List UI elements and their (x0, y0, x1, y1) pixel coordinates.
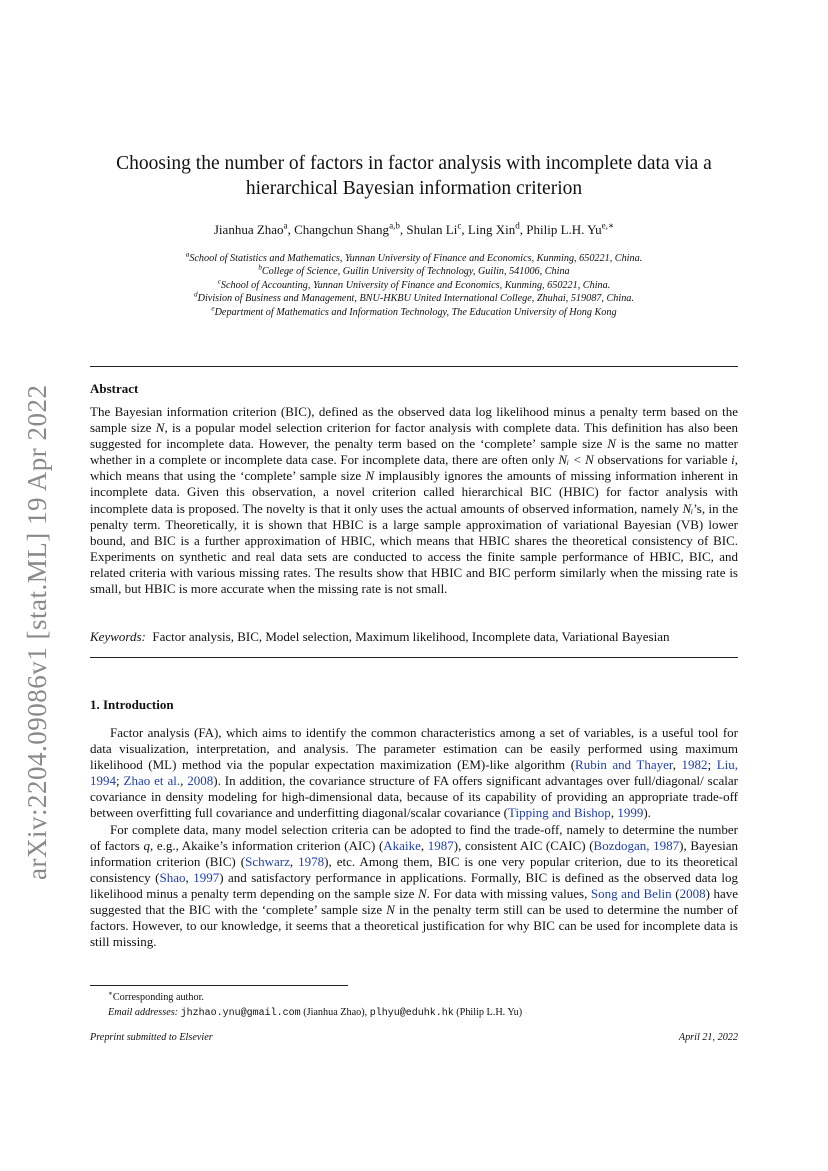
citation-link[interactable]: 1987 (427, 837, 454, 853)
abstract-text: , which means that using the ‘complete’ sample size (90, 452, 739, 484)
abstract-text: The Bayesian information criterion (BIC), defined as the observed data log likelihood minus a penalty term based on the sample size (90, 404, 738, 436)
author-sup: d (515, 220, 520, 231)
introduction-body (90, 725, 738, 950)
abstract-text: , is a popular model selection criterion for factor analysis with complete data. This definition has also been suggested for incomplete data. However, the penalty term based on the ‘complete’ sample size (90, 420, 738, 452)
citation-link[interactable]: Liu, (716, 757, 738, 773)
footnote-marker: ∗ (108, 989, 113, 998)
affiliation-sup: b (258, 264, 262, 273)
paragraph-text: in the penalty term still can be used to determine the number of factors. However, to our knowledge, it seems that a theoretical justification for why BIC can be used for incomplete data is still missing. (90, 902, 739, 950)
affiliation (90, 252, 738, 265)
footnote-emails (108, 1005, 522, 1021)
math-var: i (731, 452, 735, 468)
author-list: Jianhua Zhao$^a$, Changchun Shang$^{a,b}$, Shulan Li$^c$, Ling Xin$^d$, Philip L.H. $Yu^{e,∗}$ (213, 220, 615, 237)
paragraph-text: ) and satisfactory performance in applications. Formally, BIC is defined as the observed data log likelihood minus a penalty term depending on the sample size (90, 869, 739, 901)
abstract-top-rule (90, 366, 738, 367)
affiliations (90, 252, 738, 319)
paragraph-text: ), consistent AIC (CAIC) ( (453, 837, 594, 853)
citation-link[interactable]: 2008 (187, 773, 214, 789)
citation-link[interactable]: 2008 (679, 885, 706, 901)
affiliation-sup: c (217, 277, 221, 286)
footnote-text: Corresponding author. (112, 992, 204, 1003)
affiliation-sup: e (211, 304, 215, 313)
paragraph-text: ( (671, 885, 680, 901)
arxiv-stamp: arXiv:2204.09086v1 [stat.ML] 19 Apr 2022 (22, 384, 52, 880)
paragraph-text: , (180, 773, 188, 789)
paragraph (90, 725, 738, 822)
paragraph-text: ). In addition, the covariance structure of FA offers significant advantages over full/diagonal/ scalar covariance in density modeling for high-dimensional data, because of its capability of providing an appropriate trade-off between overfitting full covariance and underfitting diagonal/scalar covariance ( (90, 773, 738, 821)
citation-link[interactable]: Akaike (383, 837, 421, 853)
affiliation (90, 279, 738, 292)
author-sup: e,∗ (601, 220, 615, 231)
math-var: N (417, 885, 427, 901)
paragraph-text: , (289, 853, 299, 869)
citation-link[interactable]: Rubin and Thayer (575, 757, 673, 773)
paragraph-text: ), Bayesian information criterion (BIC) ( (90, 837, 739, 869)
paragraph-text: . For data with missing values, (426, 885, 591, 901)
paragraph-text: ) have suggested that the BIC with the ‘complete’ sample size (90, 885, 738, 918)
author: Changchun Shang (294, 222, 390, 237)
paragraph-text: ; (707, 757, 717, 773)
paragraph-text: Factor analysis (FA), which aims to identify the common characteristics among a set of variables, is a useful tool for data visualization, interpretation, and analysis. The parameter estimation can be easily performed using maximum likelihood (ML) method via the popular expectation maximization (EM)-like algorithm ( (90, 725, 738, 773)
abstract-text: implausibly ignores the amounts of missing information inherent in incomplete data. Given this observation, a novel criterion called hierarchical BIC (HBIC) for factor analysis with incomplete data is proposed. The novelty is that it only uses the actual amounts of observed information, namely (90, 468, 738, 516)
citation-link[interactable]: 1997 (193, 869, 220, 885)
paper-title: Choosing the number of factors in factor analysis with incomplete data via a hierarchical Bayesian information criterion (116, 153, 712, 199)
paragraph-text: , e.g., Akaike’s information criterion (AIC) ( (149, 837, 384, 853)
math-var: q (143, 837, 150, 853)
abstract-heading: Abstract (90, 381, 139, 396)
keywords-label: Keywords: (90, 629, 146, 644)
footnotes (108, 990, 522, 1021)
abstract-text: observations for variable (593, 452, 732, 468)
math-var: N (607, 436, 616, 452)
section-heading: 1. Introduction (90, 697, 174, 712)
affiliation (90, 292, 738, 305)
abstract-text: is the same no matter whether in a complete or incomplete data case. For incomplete data, there are often only (90, 436, 738, 468)
email-label: Email addresses: (108, 1007, 179, 1018)
citation-link[interactable]: Song and Belin (590, 885, 672, 901)
abstract-text: ’s, in the penalty term. Theoretically, it is shown that HBIC is a large sample approximation of variational Bayesian (VB) lower bound, and BIC is a further approximation of HBIC, which means that HBIC shares the theoretical consistency of BIC. Experiments on synthetic and real data sets are conducted to access the finite sample performance of HBIC, BIC, and related criteria with various missing rates. The results show that HBIC and BIC perform similarly when the missing rate is small, but HBIC is more accurate when the missing rate is not small. (90, 500, 738, 597)
author-sup: a,b (389, 220, 400, 231)
email-owner: (Jianhua Zhao), (300, 1007, 370, 1018)
keywords (90, 629, 738, 645)
author-sup: a (283, 220, 288, 231)
math-var: Nᵢ (682, 500, 694, 516)
author: Philip L.H. Yu (526, 222, 602, 237)
author: Ling Xin (467, 222, 516, 237)
email-link[interactable]: jhzhao.ynu@gmail.com (180, 1008, 301, 1019)
author-sup: c (457, 220, 462, 231)
citation-link[interactable]: Bozdogan, (593, 837, 650, 853)
paragraph-text: ), etc. Among them, BIC is one very popular criterion, due to its theoretical consistency ( (90, 853, 739, 885)
math-var: N (155, 420, 165, 436)
citation-link[interactable]: 1999 (617, 805, 644, 821)
paragraph-text: For complete data, many model selection criteria can be adopted to find the trade-off, namely to determine the number of factors (90, 821, 738, 853)
citation-link[interactable]: Tipping and Bishop (507, 805, 611, 821)
affiliation (90, 265, 738, 278)
paragraph-text: , (610, 805, 618, 821)
affiliation (90, 306, 738, 319)
affiliation-sup: d (194, 290, 198, 299)
affiliation-text: Department of Mathematics and Information Technology, The Education University of Hong Kong (214, 306, 617, 318)
citation-link[interactable]: Schwarz (245, 853, 290, 869)
paragraph-text: , (420, 837, 428, 853)
email-owner: (Philip L.H. Yu) (453, 1007, 523, 1018)
footer-preprint: Preprint submitted to Elsevier (90, 1032, 213, 1043)
email-link[interactable]: plhyu@eduhk.hk (369, 1008, 454, 1019)
abstract-bottom-rule (90, 657, 738, 658)
paragraph-text: ). (643, 805, 651, 821)
footnote-corresponding (108, 990, 522, 1005)
affiliation-text: College of Science, Guilin University of Technology, Guilin, 541006, China (261, 266, 570, 278)
affiliation-text: School of Statistics and Mathematics, Yunnan University of Finance and Economics, Kunming, 650221, China. (189, 253, 643, 264)
citation-link[interactable]: Zhao et al. (123, 773, 181, 789)
footnote-rule (90, 985, 348, 986)
author: Shulan Li (406, 222, 458, 237)
affiliation-text: School of Accounting, Yunnan University of Finance and Economics, Kunming, 650221, China. (220, 279, 611, 291)
footer-date: April 21, 2022 (678, 1032, 738, 1043)
citation-link[interactable]: 1978 (298, 853, 325, 869)
citation-link[interactable]: 1987 (653, 837, 680, 853)
citation-link[interactable]: 1994 (90, 773, 116, 789)
abstract-body (90, 404, 738, 597)
paragraph-text: ; (116, 773, 124, 789)
affiliation-sup: a (185, 250, 190, 259)
math-var: N (386, 902, 395, 918)
author: Jianhua Zhao (213, 222, 284, 237)
math-var: N (365, 468, 375, 484)
citation-link[interactable]: 1982 (681, 757, 708, 773)
paragraph (90, 822, 738, 951)
citation-link[interactable]: Shao (159, 869, 186, 885)
math-var: Nᵢ < N (558, 452, 594, 468)
keywords-text: Factor analysis, BIC, Model selection, Maximum likelihood, Incomplete data, Variational Bayesian (152, 629, 670, 644)
paragraph-text: , (672, 757, 682, 773)
paragraph-text: , (185, 869, 194, 885)
affiliation-text: Division of Business and Management, BNU-HKBU United International College, Zhuhai, 519087, China. (197, 293, 634, 305)
